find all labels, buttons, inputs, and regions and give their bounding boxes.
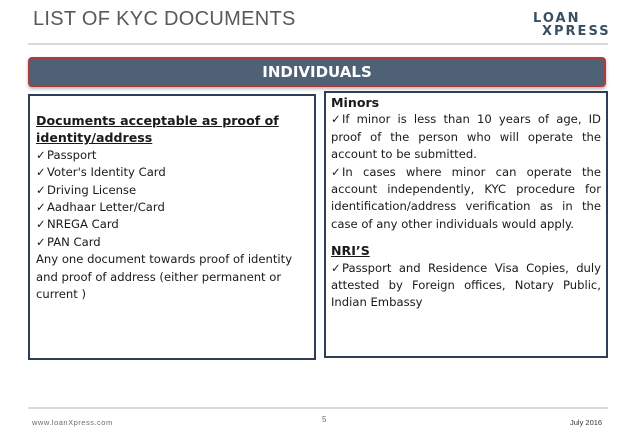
checkmark-icon: ✓	[36, 147, 46, 162]
logo-line-2: XPRESS	[542, 24, 611, 39]
checkmark-icon: ✓	[36, 217, 46, 232]
checkmark-icon: ✓	[331, 164, 341, 179]
checkmark-icon: ✓	[36, 234, 46, 249]
bottom-divider	[28, 407, 608, 409]
nri-point: ✓Passport and Residence Visa Copies, duly attested by Foreign offices, Notary Public, Indian Embassy	[331, 260, 601, 310]
list-item: ✓Aadhaar Letter/Card	[36, 199, 308, 216]
list-item: ✓Voter's Identity Card	[36, 164, 308, 181]
page-title: LIST OF KYC DOCUMENTS	[33, 8, 296, 30]
checkmark-icon: ✓	[331, 260, 341, 275]
footer-url: www.loanXpress.com	[32, 418, 113, 427]
section-banner: INDIVIDUALS	[28, 57, 606, 87]
list-item: ✓PAN Card	[36, 234, 308, 251]
checkmark-icon: ✓	[36, 165, 46, 180]
documents-note: Any one document towards proof of identity and proof of address (either permanent or current )	[36, 252, 293, 302]
nri-heading: NRI’S	[331, 243, 370, 259]
minors-nri-box	[324, 91, 608, 358]
list-item: ✓NREGA Card	[36, 216, 308, 233]
checkmark-icon: ✓	[331, 112, 341, 127]
brand-logo	[533, 12, 615, 38]
top-divider	[28, 43, 608, 45]
footer-date: July 2016	[570, 418, 603, 427]
documents-heading: Documents acceptable as proof of identity/address	[36, 113, 279, 146]
checkmark-icon: ✓	[36, 200, 46, 215]
page-number: 5	[322, 415, 327, 424]
list-item: ✓Driving License	[36, 182, 308, 199]
minors-point: ✓In cases where minor can operate the account independently, KYC procedure for identification/address verification as in the case of any other individuals would apply.	[331, 164, 601, 231]
minors-heading: Minors	[331, 95, 380, 110]
documents-box	[28, 94, 316, 360]
minors-point: ✓If minor is less than 10 years of age, ID proof of the person who will operate the account to be submitted.	[331, 112, 601, 162]
list-item: ✓Passport	[36, 147, 308, 164]
logo-line-1: LOAN	[533, 11, 581, 26]
checkmark-icon: ✓	[36, 182, 46, 197]
